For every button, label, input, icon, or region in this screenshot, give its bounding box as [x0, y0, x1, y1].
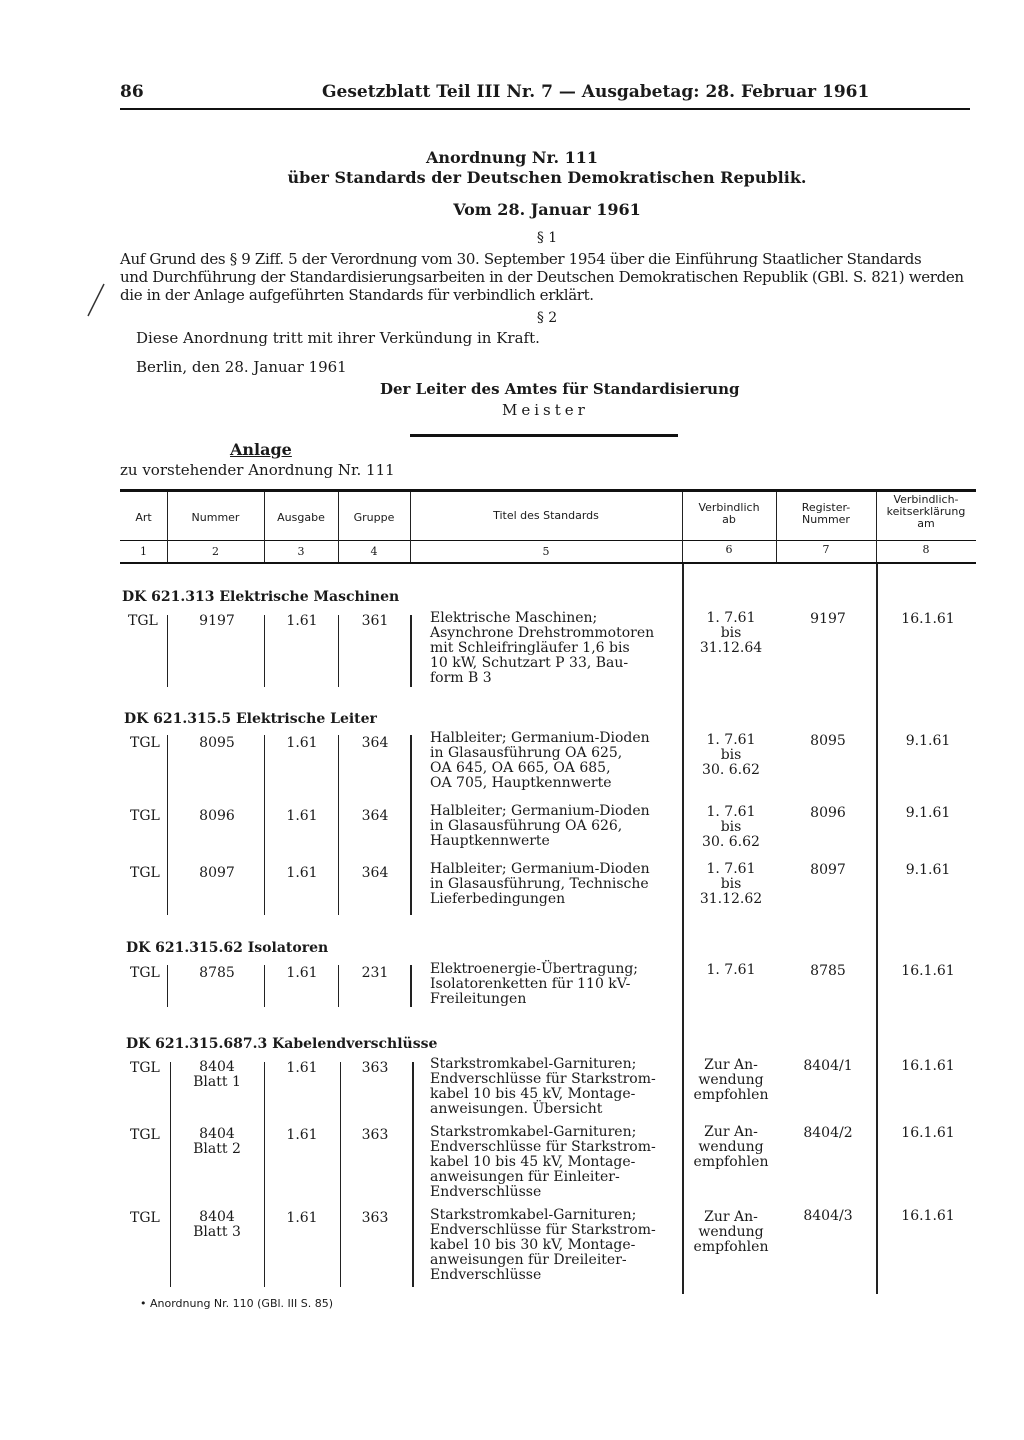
cell-titel: [430, 1057, 680, 1117]
col-number: 7: [822, 543, 830, 556]
nummer-line: Blatt 1: [193, 1074, 241, 1090]
row-divider: [338, 615, 339, 687]
cell-art: TGL: [130, 1210, 160, 1226]
col-number: 3: [297, 545, 305, 558]
group-heading: DK 621.315.687.3 Kabelendverschlüsse: [126, 1036, 438, 1052]
titel-line: Elektroenergie-Übertragung;: [430, 961, 639, 977]
cell-gruppe: 363: [361, 1210, 389, 1226]
row-divider: [264, 615, 265, 687]
titel-line: 10 kW, Schutzart P 33, Bau-: [430, 655, 629, 671]
cell-verbindlich-ab: [684, 1058, 778, 1103]
ab-line: bis: [720, 876, 742, 892]
col-header-art: Art: [135, 511, 152, 524]
titel-line: kabel 10 bis 45 kV, Montage-: [430, 1154, 636, 1170]
ab-line: 30. 6.62: [702, 834, 760, 850]
table-header-rule: [120, 540, 976, 541]
ab-line: bis: [720, 625, 742, 641]
cell-ausgabe: 1.61: [286, 1127, 318, 1143]
cell-register: 8095: [810, 733, 846, 749]
titel-line: kabel 10 bis 45 kV, Montage-: [430, 1086, 636, 1102]
row-divider: [340, 1062, 341, 1287]
cell-gruppe: 231: [361, 965, 389, 981]
cell-art: TGL: [130, 808, 160, 824]
col-divider-erklaerung: [876, 564, 878, 1294]
cell-verbindlich-ab: [684, 963, 778, 978]
cell-ausgabe: 1.61: [286, 1060, 318, 1076]
titel-line: OA 645, OA 665, OA 685,: [430, 760, 611, 776]
cell-nummer: 8096: [199, 808, 235, 824]
cell-ausgabe: 1.61: [286, 965, 318, 981]
nummer-line: 8404: [199, 1126, 235, 1142]
ab-line: 1. 7.61: [706, 804, 756, 820]
ab-line: 31.12.62: [699, 891, 763, 907]
cell-register: 8096: [810, 805, 846, 821]
ab-line: empfohlen: [693, 1239, 769, 1255]
cell-gruppe: 364: [361, 865, 389, 881]
group-heading: DK 621.315.5 Elektrische Leiter: [124, 711, 377, 727]
cell-gruppe: 363: [361, 1127, 389, 1143]
ab-line: empfohlen: [693, 1154, 769, 1170]
ab-line: Zur An-: [704, 1057, 758, 1073]
ab-line: wendung: [698, 1139, 764, 1155]
cell-erklaerung: 16.1.61: [901, 963, 955, 979]
ab-line: Zur An-: [704, 1209, 758, 1225]
col-header-register-l1: Register-: [801, 501, 851, 514]
titel-line: Halbleiter; Germanium-Dioden: [430, 730, 650, 746]
cell-verbindlich-ab: [684, 611, 778, 656]
col-header-verbindlich: [682, 502, 776, 526]
cell-ausgabe: 1.61: [286, 808, 318, 824]
titel-line: Endverschlüsse: [430, 1267, 542, 1283]
cell-register: 8404/2: [803, 1125, 853, 1141]
table-top-rule: [120, 489, 976, 492]
ab-line: wendung: [698, 1072, 764, 1088]
col-number: 2: [212, 545, 219, 558]
cell-nummer: [172, 1210, 262, 1240]
titel-line: anweisungen für Einleiter-: [430, 1169, 620, 1185]
ab-line: 1. 7.61: [706, 861, 756, 877]
cell-register: 8404/1: [803, 1058, 853, 1074]
cell-nummer: 8097: [199, 865, 235, 881]
titel-line: in Glasausführung, Technische: [430, 876, 649, 892]
section-1-text-line2: und Durchführung der Standardisierungsarbeiten in der Deutschen Demokratischen Republik (GBl. S. 821) werden: [120, 268, 964, 286]
group-heading: DK 621.313 Elektrische Maschinen: [122, 589, 400, 605]
ab-line: 31.12.64: [699, 640, 763, 656]
cell-ausgabe: 1.61: [286, 735, 318, 751]
cell-verbindlich-ab: [684, 1210, 778, 1255]
titel-line: anweisungen. Übersicht: [430, 1101, 603, 1117]
table-number-rule: [120, 562, 976, 564]
col-header-register: [776, 502, 876, 526]
col-header-verbindlich-l2: ab: [722, 513, 736, 526]
cell-nummer: [172, 1127, 262, 1157]
row-divider: [410, 735, 412, 915]
row-divider: [412, 1062, 414, 1287]
decree-subtitle: über Standards der Deutschen Demokratischen Republik.: [287, 168, 807, 187]
header-rule: [120, 108, 970, 110]
cell-art: TGL: [130, 865, 160, 881]
col-header-erklaerung-l2: keitserklärung: [886, 505, 966, 518]
row-divider: [264, 735, 265, 915]
cell-verbindlich-ab: [684, 733, 778, 778]
col-header-titel: Titel des Standards: [493, 509, 599, 522]
cell-erklaerung: 9.1.61: [905, 862, 951, 878]
col-header-nummer: Nummer: [191, 511, 240, 524]
titel-line: Endverschlüsse für Starkstrom-: [430, 1071, 656, 1087]
col-number: 4: [370, 545, 378, 558]
col-header-ausgabe: Ausgabe: [277, 511, 325, 524]
cell-erklaerung: 16.1.61: [901, 1208, 955, 1224]
section-2-text: Diese Anordnung tritt mit ihrer Verkündung in Kraft.: [136, 329, 540, 347]
section-1-text-line3: die in der Anlage aufgeführten Standards für verbindlich erklärt.: [120, 286, 594, 304]
cell-erklaerung: 9.1.61: [905, 805, 951, 821]
col-header-erklaerung: [876, 494, 976, 530]
cell-erklaerung: 16.1.61: [901, 611, 955, 627]
cell-gruppe: 361: [361, 613, 389, 629]
titel-line: OA 705, Hauptkennwerte: [430, 775, 612, 791]
titel-line: Endverschlüsse für Starkstrom-: [430, 1139, 656, 1155]
row-divider: [338, 965, 339, 1007]
row-divider: [410, 965, 412, 1007]
decree-date: Vom 28. Januar 1961: [453, 200, 641, 219]
col-header-verbindlich-l1: Verbindlich: [698, 501, 760, 514]
titel-line: Elektrische Maschinen;: [430, 610, 598, 626]
row-divider: [410, 615, 412, 687]
titel-line: Freileitungen: [430, 991, 527, 1007]
row-divider: [167, 735, 168, 915]
section-2-heading: § 2: [536, 310, 558, 326]
titel-line: Endverschlüsse: [430, 1184, 542, 1200]
section-1-heading: § 1: [536, 230, 558, 246]
signatory-title: Der Leiter des Amtes für Standardisierung: [380, 380, 740, 398]
cell-titel: [430, 804, 680, 849]
ab-line: Zur An-: [704, 1124, 758, 1140]
cell-art: TGL: [130, 1060, 160, 1076]
ab-line: 1. 7.61: [706, 732, 756, 748]
titel-line: Starkstromkabel-Garnituren;: [430, 1124, 637, 1140]
annex-subheading: zu vorstehender Anordnung Nr. 111: [120, 461, 395, 479]
nummer-line: 8404: [199, 1059, 235, 1075]
cell-art: TGL: [128, 613, 158, 629]
titel-line: form B 3: [430, 670, 492, 686]
nummer-line: Blatt 2: [193, 1141, 241, 1157]
cell-register: 9197: [810, 611, 846, 627]
ab-line: 1. 7.61: [706, 962, 756, 978]
annex-heading: Anlage: [230, 440, 292, 459]
titel-line: Lieferbedingungen: [430, 891, 566, 907]
col-header-gruppe: Gruppe: [353, 511, 395, 524]
col-number: 6: [725, 543, 733, 556]
titel-line: Starkstromkabel-Garnituren;: [430, 1207, 637, 1223]
footnote: • Anordnung Nr. 110 (GBl. III S. 85): [140, 1297, 334, 1310]
gazette-title: Gesetzblatt Teil III Nr. 7 — Ausgabetag: 28. Februar 1961: [322, 82, 870, 102]
group-heading: DK 621.315.62 Isolatoren: [126, 940, 329, 956]
ab-line: bis: [720, 747, 742, 763]
row-divider: [170, 1062, 171, 1287]
cell-nummer: 9197: [199, 613, 235, 629]
col-divider-verbindlich: [682, 564, 684, 1294]
cell-register: 8404/3: [803, 1208, 853, 1224]
signatory-name: Meister: [502, 401, 589, 419]
titel-line: anweisungen für Dreileiter-: [430, 1252, 627, 1268]
nummer-line: 8404: [199, 1209, 235, 1225]
cell-art: TGL: [130, 965, 160, 981]
ab-line: empfohlen: [693, 1087, 769, 1103]
cell-titel: [430, 1208, 680, 1283]
titel-line: in Glasausführung OA 625,: [430, 745, 623, 761]
cell-ausgabe: 1.61: [286, 613, 318, 629]
row-divider: [167, 615, 168, 687]
titel-line: Isolatorenketten für 110 kV-: [430, 976, 631, 992]
titel-line: Hauptkennwerte: [430, 833, 550, 849]
cell-titel: [430, 962, 680, 1007]
row-divider: [338, 735, 339, 915]
cell-titel: [430, 1125, 680, 1200]
row-divider: [167, 965, 168, 1007]
cell-erklaerung: 16.1.61: [901, 1125, 955, 1141]
cell-erklaerung: 9.1.61: [905, 733, 951, 749]
col-header-erklaerung-l3: am: [917, 517, 935, 530]
page-number: 86: [120, 82, 144, 102]
titel-line: Starkstromkabel-Garnituren;: [430, 1056, 637, 1072]
cell-ausgabe: 1.61: [286, 865, 318, 881]
cell-erklaerung: 16.1.61: [901, 1058, 955, 1074]
titel-line: kabel 10 bis 30 kV, Montage-: [430, 1237, 636, 1253]
titel-line: Halbleiter; Germanium-Dioden: [430, 803, 650, 819]
cell-art: TGL: [130, 1127, 160, 1143]
cell-verbindlich-ab: [684, 1125, 778, 1170]
cell-register: 8785: [810, 963, 846, 979]
col-header-register-l2: Nummer: [802, 513, 850, 526]
cell-titel: [430, 731, 680, 791]
col-header-erklaerung-l1: Verbindlich-: [893, 493, 959, 506]
titel-line: Asynchrone Drehstrommotoren: [430, 625, 655, 641]
cell-gruppe: 364: [361, 735, 389, 751]
cell-gruppe: 364: [361, 808, 389, 824]
titel-line: in Glasausführung OA 626,: [430, 818, 623, 834]
cell-verbindlich-ab: [684, 862, 778, 907]
cell-titel: [430, 611, 680, 686]
cell-register: 8097: [810, 862, 846, 878]
row-divider: [264, 965, 265, 1007]
row-divider: [264, 1062, 265, 1287]
cell-gruppe: 363: [361, 1060, 389, 1076]
cell-nummer: [172, 1060, 262, 1090]
col-number: 1: [140, 545, 147, 558]
cell-nummer: 8785: [199, 965, 235, 981]
titel-line: mit Schleifringläufer 1,6 bis: [430, 640, 630, 656]
titel-line: Endverschlüsse für Starkstrom-: [430, 1222, 656, 1238]
nummer-line: Blatt 3: [193, 1224, 241, 1240]
place-date: Berlin, den 28. Januar 1961: [136, 358, 347, 376]
ab-line: bis: [720, 819, 742, 835]
signature-rule: [410, 434, 678, 437]
titel-line: Halbleiter; Germanium-Dioden: [430, 861, 650, 877]
ab-line: wendung: [698, 1224, 764, 1240]
ab-line: 1. 7.61: [706, 610, 756, 626]
cell-art: TGL: [130, 735, 160, 751]
cell-verbindlich-ab: [684, 805, 778, 850]
col-number: 5: [542, 545, 550, 558]
cell-nummer: 8095: [199, 735, 235, 751]
section-1-text-line1: Auf Grund des § 9 Ziff. 5 der Verordnung vom 30. September 1954 über die Einführung Staatlicher Standards: [120, 250, 922, 268]
decree-title: Anordnung Nr. 111: [425, 148, 599, 167]
cell-titel: [430, 862, 680, 907]
cell-ausgabe: 1.61: [286, 1210, 318, 1226]
ab-line: 30. 6.62: [702, 762, 760, 778]
col-number: 8: [922, 543, 930, 556]
